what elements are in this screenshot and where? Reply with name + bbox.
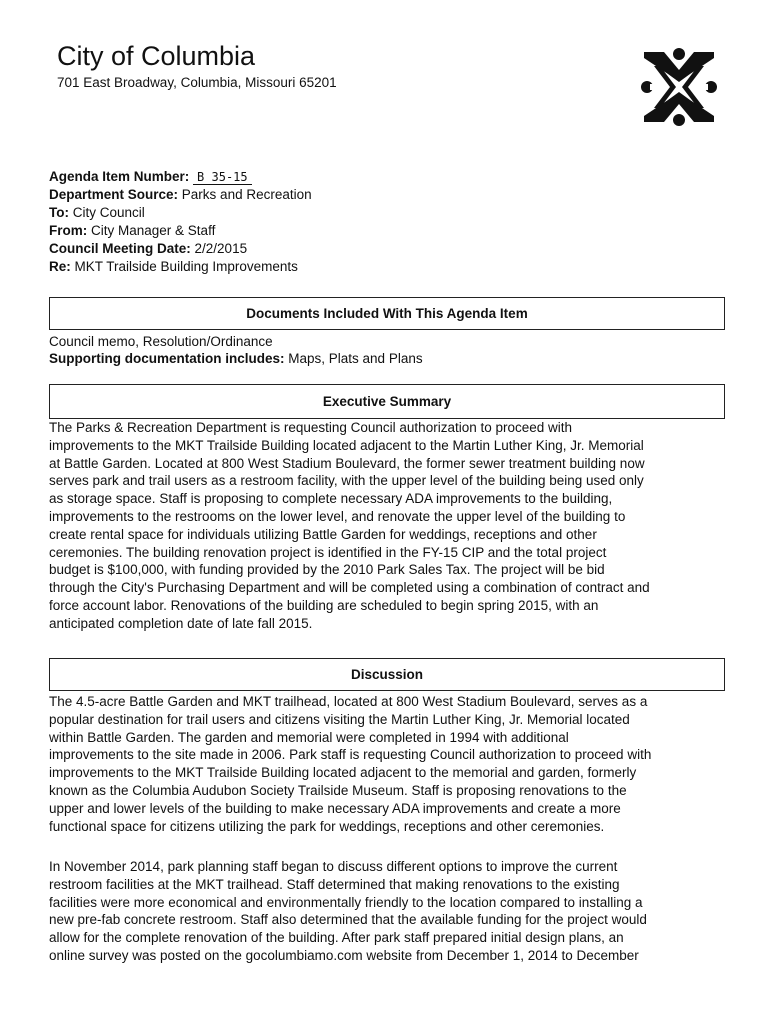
to-value: City Council bbox=[72, 205, 145, 220]
paragraph-line: upper and lower levels of the building to make necessary ADA improvements and create a more bbox=[49, 800, 621, 816]
paragraph-line: online survey was posted on the gocolumbiamo.com website from December 1, 2014 to December bbox=[49, 947, 639, 963]
supporting-documentation-label: Supporting documentation includes: bbox=[49, 351, 285, 366]
executive-summary-heading: Executive Summary bbox=[49, 384, 725, 419]
to-label: To: bbox=[49, 205, 69, 220]
paragraph-line: as storage space. Staff is proposing to complete necessary ADA improvements to the building, bbox=[49, 491, 613, 507]
from-row bbox=[49, 222, 312, 240]
paragraph-line: create rental space for individuals utilizing Battle Garden for weddings, receptions and other bbox=[49, 526, 597, 542]
paragraph-line: at Battle Garden. Located at 800 West Stadium Boulevard, the former sewer treatment building now bbox=[49, 455, 645, 471]
city-name-heading: City of Columbia bbox=[57, 41, 256, 71]
from-label: From: bbox=[49, 223, 88, 238]
paragraph-line: budget is $100,000, with funding provided by the 2010 Park Sales Tax. The project will be bid bbox=[49, 562, 605, 578]
paragraph-line: The 4.5-acre Battle Garden and MKT trailhead, located at 800 West Stadium Boulevard, serves as a bbox=[49, 694, 648, 709]
to-row bbox=[49, 204, 312, 222]
paragraph-line: In November 2014, park planning staff began to discuss different options to improve the current bbox=[49, 859, 618, 874]
meeting-date-value: 2/2/2015 bbox=[194, 241, 248, 256]
supporting-documentation-value: Maps, Plats and Plans bbox=[288, 351, 423, 366]
paragraph-line: known as the Columbia Audubon Society Trailside Museum. Staff is proposing renovations to the bbox=[49, 782, 627, 798]
paragraph-line: improvements to the MKT Trailside Building located adjacent to the Martin Luther King, Jr. Memorial bbox=[49, 437, 644, 453]
supporting-documentation-row bbox=[49, 350, 423, 368]
city-of-columbia-logo-icon bbox=[640, 44, 718, 130]
meeting-date-row bbox=[49, 240, 312, 258]
department-label: Department Source: bbox=[49, 187, 179, 202]
paragraph-line: functional space for citizens utilizing the park for weddings, receptions and other ceremonies. bbox=[49, 818, 605, 834]
paragraph-line: restroom facilities at the MKT trailhead. Staff determined that making renovations to the existing bbox=[49, 876, 620, 892]
documents-heading: Documents Included With This Agenda Item bbox=[49, 297, 725, 330]
documents-included: Council memo, Resolution/Ordinance bbox=[49, 334, 273, 349]
paragraph-line: anticipated completion date of late fall 2015. bbox=[49, 615, 313, 631]
agenda-number-value: B 35-15 bbox=[193, 170, 252, 185]
paragraph-line: improvements to the site made in 2006. Park staff is requesting Council authorization to proceed with bbox=[49, 747, 652, 763]
paragraph-line: improvements to the MKT Trailside Building located adjacent to the memorial and garden, formerly bbox=[49, 765, 637, 781]
paragraph-line: serves park and trail users as a restroom facility, with the upper level of the building being used only bbox=[49, 473, 644, 489]
from-value: City Manager & Staff bbox=[91, 223, 216, 238]
paragraph-line: improvements to the restrooms on the lower level, and renovate the upper level of the building to bbox=[49, 508, 626, 524]
meeting-date-label: Council Meeting Date: bbox=[49, 241, 191, 256]
agenda-number-label: Agenda Item Number: bbox=[49, 169, 190, 184]
paragraph-line: ceremonies. The building renovation project is identified in the FY-15 CIP and the total project bbox=[49, 544, 607, 560]
paragraph-line: facilities were more economical and environmentally friendly to the location compared to installing a bbox=[49, 894, 643, 910]
agenda-metadata bbox=[49, 168, 312, 276]
discussion-paragraph-1 bbox=[49, 693, 725, 835]
re-value: MKT Trailside Building Improvements bbox=[74, 259, 298, 274]
executive-summary-paragraph bbox=[49, 419, 725, 633]
re-row bbox=[49, 258, 312, 276]
paragraph-line: through the City's Purchasing Department and will be completed using a combination of contract and bbox=[49, 580, 650, 596]
paragraph-line: The Parks & Recreation Department is requesting Council authorization to proceed with bbox=[49, 420, 573, 435]
paragraph-line: popular destination for trail users and citizens visiting the Martin Luther King, Jr. Memorial located bbox=[49, 711, 630, 727]
paragraph-line: within Battle Garden. The garden and memorial were completed in 1994 with additional bbox=[49, 729, 569, 745]
department-value: Parks and Recreation bbox=[181, 187, 312, 202]
discussion-heading: Discussion bbox=[49, 658, 725, 691]
city-address: 701 East Broadway, Columbia, Missouri 65201 bbox=[57, 75, 337, 90]
agenda-number-row bbox=[49, 168, 312, 186]
paragraph-line: allow for the complete renovation of the building. After park staff prepared initial design plans, an bbox=[49, 930, 624, 946]
paragraph-line: force account labor. Renovations of the building are scheduled to begin spring 2015, with an bbox=[49, 597, 599, 613]
re-label: Re: bbox=[49, 259, 71, 274]
discussion-paragraph-2 bbox=[49, 858, 725, 965]
paragraph-line: new pre-fab concrete restroom. Staff also determined that the available funding for the project would bbox=[49, 912, 647, 928]
department-row bbox=[49, 186, 312, 204]
